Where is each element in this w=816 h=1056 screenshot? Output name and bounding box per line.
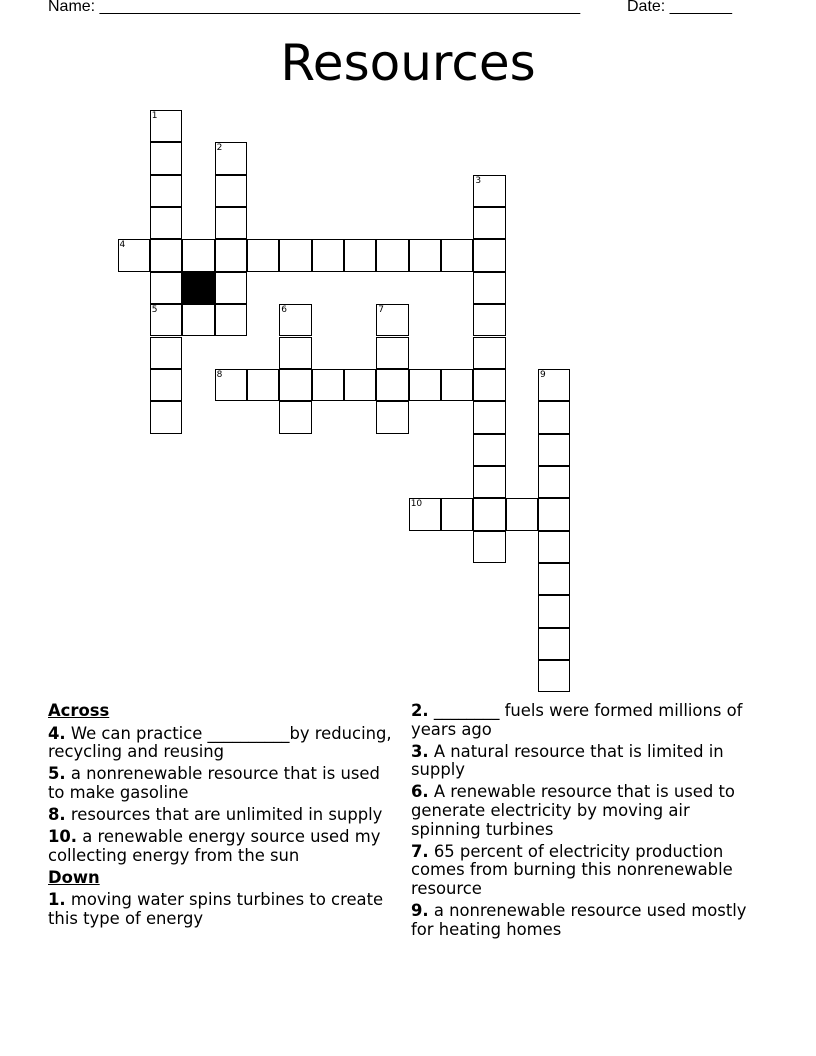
grid-cell[interactable]: [279, 304, 311, 336]
clue-number-label: 8: [216, 369, 223, 380]
clue-number-label: 9: [540, 369, 546, 380]
grid-cell[interactable]: [376, 304, 408, 336]
grid-cell[interactable]: [215, 207, 247, 239]
clue-number-label: 7: [378, 305, 385, 316]
clue-text: 65 percent of electricity production comes from burning this nonrenewable resource: [411, 841, 733, 898]
grid-cell[interactable]: [312, 369, 344, 401]
grid-cell[interactable]: [473, 304, 505, 336]
clue-number: 2.: [411, 701, 429, 720]
grid-cell[interactable]: [473, 401, 505, 433]
grid-cell[interactable]: [150, 239, 182, 271]
grid-cell[interactable]: [473, 272, 505, 304]
clue-number: 10.: [48, 827, 78, 847]
grid-cell[interactable]: [150, 272, 182, 304]
clue-text: resources that are unlimited in supply: [70, 804, 383, 824]
grid-cell[interactable]: [279, 337, 311, 369]
clue-down-3: [411, 743, 756, 780]
clue-number-label: 2: [216, 143, 223, 154]
date-field-label: Date: _______: [627, 0, 732, 15]
clue-text: a nonrenewable resource used mostly for heating homes: [411, 900, 747, 939]
blocked-cell: [182, 272, 214, 304]
clue-number: 5.: [48, 764, 66, 784]
grid-cell[interactable]: [506, 498, 538, 530]
clue-number: 6.: [411, 782, 429, 802]
grid-cell[interactable]: [215, 175, 247, 207]
grid-cell[interactable]: [215, 369, 247, 401]
grid-cell[interactable]: [215, 239, 247, 271]
clue-down-9: [411, 902, 756, 939]
grid-cell[interactable]: [215, 272, 247, 304]
clue-number: 3.: [411, 741, 429, 761]
grid-cell[interactable]: [538, 434, 570, 466]
grid-cell[interactable]: [182, 239, 214, 271]
clue-text: a renewable energy source used my collecting energy from the sun: [48, 827, 381, 865]
grid-cell[interactable]: [538, 369, 570, 401]
grid-cell[interactable]: [538, 628, 570, 660]
clue-number-label: 4: [119, 240, 126, 251]
grid-cell[interactable]: [409, 369, 441, 401]
grid-cell[interactable]: [376, 337, 408, 369]
clue-number: 7.: [411, 841, 429, 861]
name-field-label: Name: ______________________________________________________: [48, 0, 581, 15]
grid-cell[interactable]: [538, 401, 570, 433]
grid-cell[interactable]: [473, 498, 505, 530]
clue-text: A renewable resource that is used to generate electricity by moving air spinning turbines: [411, 782, 735, 839]
grid-cell[interactable]: [376, 369, 408, 401]
grid-cell[interactable]: [473, 434, 505, 466]
grid-cell[interactable]: [441, 498, 473, 530]
grid-cell[interactable]: [344, 239, 376, 271]
clue-number-label: 3: [475, 175, 482, 186]
clue-down-6: [411, 783, 756, 839]
grid-cell[interactable]: [247, 369, 279, 401]
clue-number: 8.: [48, 804, 66, 824]
grid-cell[interactable]: [409, 239, 441, 271]
clues-right-column: [411, 702, 756, 943]
grid-cell[interactable]: [441, 369, 473, 401]
clue-across-10: [48, 828, 398, 865]
grid-cell[interactable]: [473, 466, 505, 498]
grid-cell[interactable]: [150, 175, 182, 207]
clues-left-column: [48, 702, 398, 932]
clue-number: 4.: [48, 723, 66, 743]
down-heading: Down: [48, 867, 100, 887]
grid-cell[interactable]: [150, 142, 182, 174]
clue-across-4: [48, 725, 398, 762]
grid-cell[interactable]: [538, 531, 570, 563]
grid-cell[interactable]: [150, 369, 182, 401]
grid-cell[interactable]: [215, 304, 247, 336]
grid-cell[interactable]: [215, 142, 247, 174]
clue-text: We can practice __________by reducing, recycling and reusing: [48, 723, 392, 762]
grid-cell[interactable]: [538, 466, 570, 498]
clue-down-1: [48, 891, 398, 928]
grid-cell[interactable]: [279, 239, 311, 271]
grid-cell[interactable]: [473, 207, 505, 239]
clue-number-label: 6: [281, 305, 288, 316]
clue-text: a nonrenewable resource that is used to make gasoline: [48, 764, 380, 802]
grid-cell[interactable]: [279, 401, 311, 433]
grid-cell[interactable]: [473, 239, 505, 271]
grid-cell[interactable]: [150, 207, 182, 239]
grid-cell[interactable]: [150, 337, 182, 369]
grid-cell[interactable]: [473, 337, 505, 369]
grid-cell[interactable]: [312, 239, 344, 271]
grid-cell[interactable]: [344, 369, 376, 401]
grid-cell[interactable]: [247, 239, 279, 271]
across-heading: Across: [48, 701, 110, 720]
grid-cell[interactable]: [538, 595, 570, 627]
grid-cell[interactable]: [473, 175, 505, 207]
clue-number-label: 5: [151, 305, 158, 316]
clue-across-5: [48, 765, 398, 802]
grid-cell[interactable]: [150, 304, 182, 336]
grid-cell[interactable]: [538, 498, 570, 530]
puzzle-title: Resources: [280, 34, 536, 92]
clue-across-8: [48, 806, 398, 825]
grid-cell[interactable]: [473, 531, 505, 563]
clue-number-label: 10: [410, 499, 423, 510]
grid-cell[interactable]: [150, 110, 182, 142]
grid-cell[interactable]: [376, 401, 408, 433]
clue-text: ________ fuels were formed millions of years ago: [411, 701, 743, 739]
grid-cell[interactable]: [441, 239, 473, 271]
grid-cell[interactable]: [409, 498, 441, 530]
grid-cell[interactable]: [538, 660, 570, 692]
grid-cell[interactable]: [473, 369, 505, 401]
clue-down-7: [411, 843, 756, 899]
clue-text: moving water spins turbines to create this type of energy: [48, 890, 384, 928]
clue-text: A natural resource that is limited in supply: [411, 741, 724, 780]
clue-number-label: 1: [151, 111, 158, 121]
grid-cell[interactable]: [150, 401, 182, 433]
clue-number: 9.: [411, 900, 429, 920]
grid-cell[interactable]: [118, 239, 150, 271]
clue-down-2: [411, 702, 756, 739]
grid-cell[interactable]: [182, 304, 214, 336]
grid-cell[interactable]: [538, 563, 570, 595]
grid-cell[interactable]: [376, 239, 408, 271]
clue-number: 1.: [48, 890, 66, 910]
grid-cell[interactable]: [279, 369, 311, 401]
